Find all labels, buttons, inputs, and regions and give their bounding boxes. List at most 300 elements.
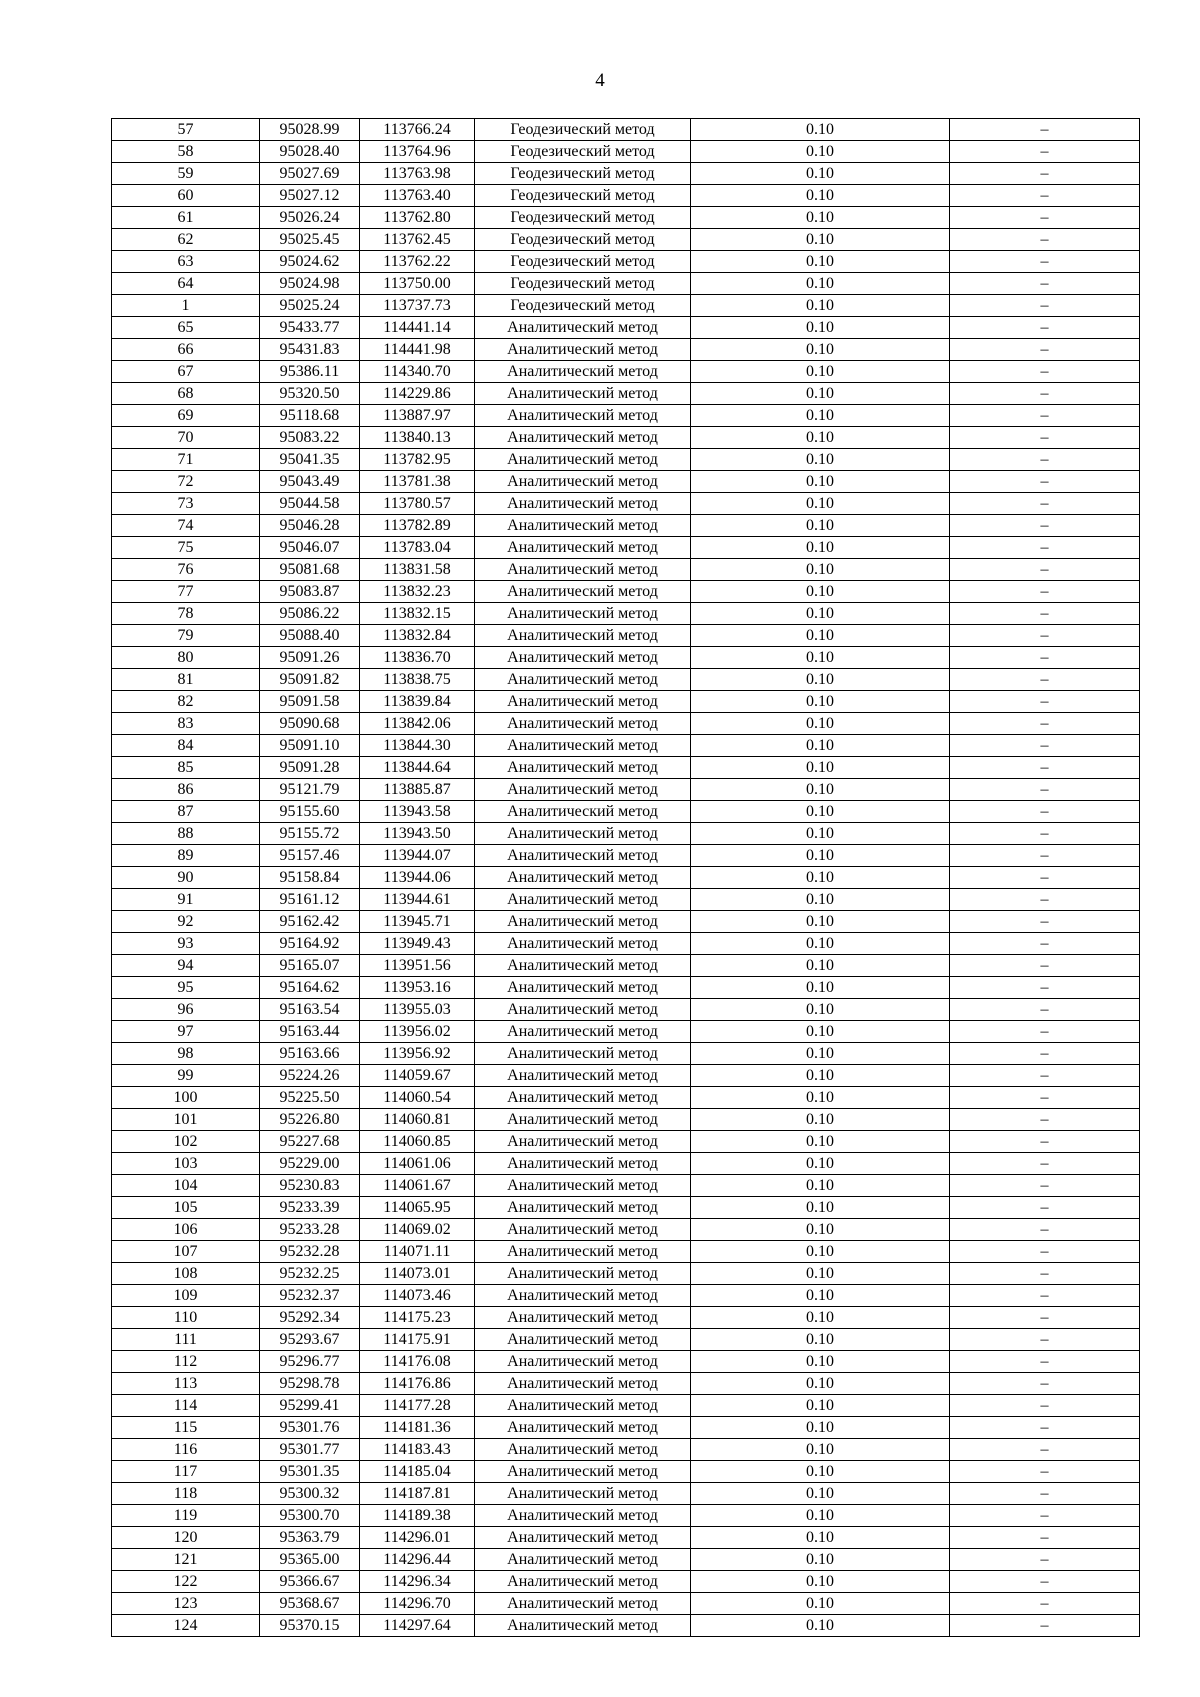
x-coordinate-cell: 95233.28	[260, 1219, 360, 1241]
table-row	[112, 1131, 1140, 1153]
remark-cell: –	[950, 1021, 1140, 1043]
method-cell: Аналитический метод	[475, 1417, 691, 1439]
point-number-cell: 123	[112, 1593, 260, 1615]
method-cell: Аналитический метод	[475, 1175, 691, 1197]
method-cell: Геодезический метод	[475, 163, 691, 185]
method-cell: Геодезический метод	[475, 251, 691, 273]
table-row	[112, 1087, 1140, 1109]
method-cell: Аналитический метод	[475, 493, 691, 515]
remark-cell: –	[950, 889, 1140, 911]
x-coordinate-cell: 95155.72	[260, 823, 360, 845]
point-number-cell: 71	[112, 449, 260, 471]
point-number-cell: 63	[112, 251, 260, 273]
accuracy-cell: 0.10	[691, 1483, 950, 1505]
x-coordinate-cell: 95046.28	[260, 515, 360, 537]
y-coordinate-cell: 113781.38	[360, 471, 475, 493]
x-coordinate-cell: 95366.67	[260, 1571, 360, 1593]
table-row	[112, 185, 1140, 207]
table-row	[112, 1549, 1140, 1571]
method-cell: Аналитический метод	[475, 779, 691, 801]
x-coordinate-cell: 95296.77	[260, 1351, 360, 1373]
accuracy-cell: 0.10	[691, 427, 950, 449]
remark-cell: –	[950, 823, 1140, 845]
point-number-cell: 87	[112, 801, 260, 823]
remark-cell: –	[950, 691, 1140, 713]
point-number-cell: 94	[112, 955, 260, 977]
table-row	[112, 339, 1140, 361]
remark-cell: –	[950, 559, 1140, 581]
table-row	[112, 1043, 1140, 1065]
point-number-cell: 68	[112, 383, 260, 405]
y-coordinate-cell: 113782.89	[360, 515, 475, 537]
remark-cell: –	[950, 603, 1140, 625]
y-coordinate-cell: 114296.34	[360, 1571, 475, 1593]
y-coordinate-cell: 114189.38	[360, 1505, 475, 1527]
y-coordinate-cell: 113763.40	[360, 185, 475, 207]
y-coordinate-cell: 114071.11	[360, 1241, 475, 1263]
method-cell: Аналитический метод	[475, 1615, 691, 1637]
coordinates-table-body	[112, 119, 1140, 1637]
method-cell: Аналитический метод	[475, 1219, 691, 1241]
table-row	[112, 273, 1140, 295]
method-cell: Геодезический метод	[475, 229, 691, 251]
point-number-cell: 95	[112, 977, 260, 999]
accuracy-cell: 0.10	[691, 1087, 950, 1109]
table-row	[112, 999, 1140, 1021]
y-coordinate-cell: 113832.15	[360, 603, 475, 625]
method-cell: Геодезический метод	[475, 273, 691, 295]
table-row	[112, 427, 1140, 449]
accuracy-cell: 0.10	[691, 713, 950, 735]
accuracy-cell: 0.10	[691, 141, 950, 163]
x-coordinate-cell: 95232.37	[260, 1285, 360, 1307]
y-coordinate-cell: 114059.67	[360, 1065, 475, 1087]
point-number-cell: 120	[112, 1527, 260, 1549]
remark-cell: –	[950, 757, 1140, 779]
table-row	[112, 1527, 1140, 1549]
y-coordinate-cell: 114073.46	[360, 1285, 475, 1307]
point-number-cell: 70	[112, 427, 260, 449]
method-cell: Аналитический метод	[475, 867, 691, 889]
accuracy-cell: 0.10	[691, 625, 950, 647]
table-row	[112, 933, 1140, 955]
accuracy-cell: 0.10	[691, 955, 950, 977]
point-number-cell: 59	[112, 163, 260, 185]
accuracy-cell: 0.10	[691, 757, 950, 779]
remark-cell: –	[950, 625, 1140, 647]
table-row	[112, 1065, 1140, 1087]
table-row	[112, 801, 1140, 823]
x-coordinate-cell: 95232.28	[260, 1241, 360, 1263]
remark-cell: –	[950, 845, 1140, 867]
point-number-cell: 76	[112, 559, 260, 581]
y-coordinate-cell: 113949.43	[360, 933, 475, 955]
remark-cell: –	[950, 779, 1140, 801]
x-coordinate-cell: 95091.82	[260, 669, 360, 691]
method-cell: Аналитический метод	[475, 471, 691, 493]
remark-cell: –	[950, 1351, 1140, 1373]
table-row	[112, 119, 1140, 141]
remark-cell: –	[950, 383, 1140, 405]
y-coordinate-cell: 113945.71	[360, 911, 475, 933]
method-cell: Аналитический метод	[475, 1373, 691, 1395]
table-row	[112, 1395, 1140, 1417]
table-row	[112, 1593, 1140, 1615]
method-cell: Аналитический метод	[475, 427, 691, 449]
accuracy-cell: 0.10	[691, 207, 950, 229]
table-row	[112, 669, 1140, 691]
table-row	[112, 1241, 1140, 1263]
remark-cell: –	[950, 1505, 1140, 1527]
table-row	[112, 1021, 1140, 1043]
x-coordinate-cell: 95158.84	[260, 867, 360, 889]
remark-cell: –	[950, 449, 1140, 471]
accuracy-cell: 0.10	[691, 977, 950, 999]
method-cell: Геодезический метод	[475, 119, 691, 141]
table-row	[112, 163, 1140, 185]
x-coordinate-cell: 95024.98	[260, 273, 360, 295]
point-number-cell: 119	[112, 1505, 260, 1527]
accuracy-cell: 0.10	[691, 317, 950, 339]
accuracy-cell: 0.10	[691, 889, 950, 911]
point-number-cell: 93	[112, 933, 260, 955]
accuracy-cell: 0.10	[691, 559, 950, 581]
accuracy-cell: 0.10	[691, 1153, 950, 1175]
x-coordinate-cell: 95229.00	[260, 1153, 360, 1175]
table-row	[112, 405, 1140, 427]
x-coordinate-cell: 95090.68	[260, 713, 360, 735]
point-number-cell: 89	[112, 845, 260, 867]
y-coordinate-cell: 113831.58	[360, 559, 475, 581]
point-number-cell: 73	[112, 493, 260, 515]
method-cell: Аналитический метод	[475, 713, 691, 735]
table-row	[112, 779, 1140, 801]
coordinates-table	[111, 118, 1140, 1637]
x-coordinate-cell: 95088.40	[260, 625, 360, 647]
accuracy-cell: 0.10	[691, 1263, 950, 1285]
y-coordinate-cell: 113766.24	[360, 119, 475, 141]
point-number-cell: 72	[112, 471, 260, 493]
table-row	[112, 647, 1140, 669]
method-cell: Аналитический метод	[475, 559, 691, 581]
point-number-cell: 96	[112, 999, 260, 1021]
accuracy-cell: 0.10	[691, 119, 950, 141]
x-coordinate-cell: 95230.83	[260, 1175, 360, 1197]
method-cell: Аналитический метод	[475, 999, 691, 1021]
y-coordinate-cell: 113956.02	[360, 1021, 475, 1043]
accuracy-cell: 0.10	[691, 449, 950, 471]
x-coordinate-cell: 95163.66	[260, 1043, 360, 1065]
y-coordinate-cell: 113832.84	[360, 625, 475, 647]
x-coordinate-cell: 95118.68	[260, 405, 360, 427]
accuracy-cell: 0.10	[691, 1219, 950, 1241]
x-coordinate-cell: 95081.68	[260, 559, 360, 581]
x-coordinate-cell: 95226.80	[260, 1109, 360, 1131]
x-coordinate-cell: 95233.39	[260, 1197, 360, 1219]
method-cell: Аналитический метод	[475, 361, 691, 383]
method-cell: Аналитический метод	[475, 1197, 691, 1219]
y-coordinate-cell: 114073.01	[360, 1263, 475, 1285]
x-coordinate-cell: 95161.12	[260, 889, 360, 911]
point-number-cell: 58	[112, 141, 260, 163]
remark-cell: –	[950, 999, 1140, 1021]
accuracy-cell: 0.10	[691, 361, 950, 383]
method-cell: Аналитический метод	[475, 1351, 691, 1373]
y-coordinate-cell: 114185.04	[360, 1461, 475, 1483]
remark-cell: –	[950, 185, 1140, 207]
y-coordinate-cell: 114060.85	[360, 1131, 475, 1153]
method-cell: Аналитический метод	[475, 1131, 691, 1153]
accuracy-cell: 0.10	[691, 911, 950, 933]
y-coordinate-cell: 114340.70	[360, 361, 475, 383]
table-row	[112, 867, 1140, 889]
method-cell: Аналитический метод	[475, 911, 691, 933]
accuracy-cell: 0.10	[691, 229, 950, 251]
y-coordinate-cell: 114296.44	[360, 1549, 475, 1571]
method-cell: Аналитический метод	[475, 933, 691, 955]
table-row	[112, 1307, 1140, 1329]
x-coordinate-cell: 95028.99	[260, 119, 360, 141]
x-coordinate-cell: 95224.26	[260, 1065, 360, 1087]
accuracy-cell: 0.10	[691, 185, 950, 207]
method-cell: Аналитический метод	[475, 1285, 691, 1307]
remark-cell: –	[950, 471, 1140, 493]
x-coordinate-cell: 95028.40	[260, 141, 360, 163]
y-coordinate-cell: 114175.91	[360, 1329, 475, 1351]
point-number-cell: 113	[112, 1373, 260, 1395]
x-coordinate-cell: 95363.79	[260, 1527, 360, 1549]
remark-cell: –	[950, 229, 1140, 251]
accuracy-cell: 0.10	[691, 1175, 950, 1197]
point-number-cell: 104	[112, 1175, 260, 1197]
x-coordinate-cell: 95164.92	[260, 933, 360, 955]
point-number-cell: 111	[112, 1329, 260, 1351]
remark-cell: –	[950, 163, 1140, 185]
table-row	[112, 823, 1140, 845]
remark-cell: –	[950, 537, 1140, 559]
point-number-cell: 85	[112, 757, 260, 779]
remark-cell: –	[950, 1571, 1140, 1593]
table-row	[112, 691, 1140, 713]
method-cell: Аналитический метод	[475, 405, 691, 427]
x-coordinate-cell: 95041.35	[260, 449, 360, 471]
method-cell: Аналитический метод	[475, 1065, 691, 1087]
remark-cell: –	[950, 801, 1140, 823]
table-row	[112, 515, 1140, 537]
table-row	[112, 1351, 1140, 1373]
point-number-cell: 80	[112, 647, 260, 669]
x-coordinate-cell: 95227.68	[260, 1131, 360, 1153]
point-number-cell: 65	[112, 317, 260, 339]
x-coordinate-cell: 95121.79	[260, 779, 360, 801]
accuracy-cell: 0.10	[691, 779, 950, 801]
remark-cell: –	[950, 1395, 1140, 1417]
x-coordinate-cell: 95299.41	[260, 1395, 360, 1417]
point-number-cell: 81	[112, 669, 260, 691]
y-coordinate-cell: 113783.04	[360, 537, 475, 559]
accuracy-cell: 0.10	[691, 493, 950, 515]
x-coordinate-cell: 95165.07	[260, 955, 360, 977]
remark-cell: –	[950, 515, 1140, 537]
point-number-cell: 90	[112, 867, 260, 889]
y-coordinate-cell: 113836.70	[360, 647, 475, 669]
y-coordinate-cell: 114296.01	[360, 1527, 475, 1549]
point-number-cell: 101	[112, 1109, 260, 1131]
table-row	[112, 713, 1140, 735]
method-cell: Аналитический метод	[475, 1241, 691, 1263]
x-coordinate-cell: 95025.45	[260, 229, 360, 251]
y-coordinate-cell: 114296.70	[360, 1593, 475, 1615]
y-coordinate-cell: 113943.58	[360, 801, 475, 823]
remark-cell: –	[950, 273, 1140, 295]
point-number-cell: 61	[112, 207, 260, 229]
remark-cell: –	[950, 405, 1140, 427]
table-row	[112, 845, 1140, 867]
x-coordinate-cell: 95433.77	[260, 317, 360, 339]
remark-cell: –	[950, 141, 1140, 163]
remark-cell: –	[950, 1373, 1140, 1395]
x-coordinate-cell: 95163.54	[260, 999, 360, 1021]
accuracy-cell: 0.10	[691, 647, 950, 669]
accuracy-cell: 0.10	[691, 1439, 950, 1461]
method-cell: Геодезический метод	[475, 295, 691, 317]
remark-cell: –	[950, 1461, 1140, 1483]
y-coordinate-cell: 114061.67	[360, 1175, 475, 1197]
accuracy-cell: 0.10	[691, 1593, 950, 1615]
remark-cell: –	[950, 1241, 1140, 1263]
y-coordinate-cell: 113750.00	[360, 273, 475, 295]
method-cell: Геодезический метод	[475, 141, 691, 163]
table-row	[112, 141, 1140, 163]
remark-cell: –	[950, 1307, 1140, 1329]
y-coordinate-cell: 113762.22	[360, 251, 475, 273]
point-number-cell: 75	[112, 537, 260, 559]
method-cell: Аналитический метод	[475, 1483, 691, 1505]
y-coordinate-cell: 114297.64	[360, 1615, 475, 1637]
accuracy-cell: 0.10	[691, 867, 950, 889]
x-coordinate-cell: 95043.49	[260, 471, 360, 493]
y-coordinate-cell: 113840.13	[360, 427, 475, 449]
accuracy-cell: 0.10	[691, 1065, 950, 1087]
remark-cell: –	[950, 1417, 1140, 1439]
x-coordinate-cell: 95157.46	[260, 845, 360, 867]
x-coordinate-cell: 95300.32	[260, 1483, 360, 1505]
remark-cell: –	[950, 647, 1140, 669]
remark-cell: –	[950, 339, 1140, 361]
y-coordinate-cell: 114069.02	[360, 1219, 475, 1241]
method-cell: Аналитический метод	[475, 955, 691, 977]
x-coordinate-cell: 95370.15	[260, 1615, 360, 1637]
accuracy-cell: 0.10	[691, 405, 950, 427]
point-number-cell: 77	[112, 581, 260, 603]
x-coordinate-cell: 95292.34	[260, 1307, 360, 1329]
accuracy-cell: 0.10	[691, 1615, 950, 1637]
table-row	[112, 977, 1140, 999]
y-coordinate-cell: 113944.06	[360, 867, 475, 889]
accuracy-cell: 0.10	[691, 581, 950, 603]
remark-cell: –	[950, 1109, 1140, 1131]
table-row	[112, 1571, 1140, 1593]
point-number-cell: 105	[112, 1197, 260, 1219]
table-row	[112, 317, 1140, 339]
method-cell: Аналитический метод	[475, 317, 691, 339]
x-coordinate-cell: 95298.78	[260, 1373, 360, 1395]
table-row	[112, 295, 1140, 317]
y-coordinate-cell: 114061.06	[360, 1153, 475, 1175]
accuracy-cell: 0.10	[691, 273, 950, 295]
table-row	[112, 471, 1140, 493]
remark-cell: –	[950, 251, 1140, 273]
method-cell: Аналитический метод	[475, 977, 691, 999]
accuracy-cell: 0.10	[691, 933, 950, 955]
accuracy-cell: 0.10	[691, 801, 950, 823]
method-cell: Аналитический метод	[475, 1593, 691, 1615]
remark-cell: –	[950, 911, 1140, 933]
y-coordinate-cell: 114183.43	[360, 1439, 475, 1461]
x-coordinate-cell: 95025.24	[260, 295, 360, 317]
point-number-cell: 60	[112, 185, 260, 207]
point-number-cell: 102	[112, 1131, 260, 1153]
x-coordinate-cell: 95091.58	[260, 691, 360, 713]
table-row	[112, 1483, 1140, 1505]
method-cell: Аналитический метод	[475, 1087, 691, 1109]
remark-cell: –	[950, 933, 1140, 955]
point-number-cell: 66	[112, 339, 260, 361]
table-row	[112, 1417, 1140, 1439]
table-row	[112, 889, 1140, 911]
accuracy-cell: 0.10	[691, 339, 950, 361]
remark-cell: –	[950, 1615, 1140, 1637]
remark-cell: –	[950, 977, 1140, 999]
accuracy-cell: 0.10	[691, 691, 950, 713]
accuracy-cell: 0.10	[691, 735, 950, 757]
table-row	[112, 1439, 1140, 1461]
table-row	[112, 955, 1140, 977]
remark-cell: –	[950, 1131, 1140, 1153]
table-row	[112, 1329, 1140, 1351]
table-row	[112, 911, 1140, 933]
y-coordinate-cell: 113763.98	[360, 163, 475, 185]
table-row	[112, 383, 1140, 405]
accuracy-cell: 0.10	[691, 1373, 950, 1395]
y-coordinate-cell: 113764.96	[360, 141, 475, 163]
method-cell: Аналитический метод	[475, 1329, 691, 1351]
y-coordinate-cell: 113956.92	[360, 1043, 475, 1065]
point-number-cell: 122	[112, 1571, 260, 1593]
x-coordinate-cell: 95365.00	[260, 1549, 360, 1571]
x-coordinate-cell: 95024.62	[260, 251, 360, 273]
remark-cell: –	[950, 1153, 1140, 1175]
accuracy-cell: 0.10	[691, 1505, 950, 1527]
accuracy-cell: 0.10	[691, 1395, 950, 1417]
table-row	[112, 735, 1140, 757]
y-coordinate-cell: 113955.03	[360, 999, 475, 1021]
remark-cell: –	[950, 669, 1140, 691]
x-coordinate-cell: 95091.26	[260, 647, 360, 669]
table-row	[112, 559, 1140, 581]
x-coordinate-cell: 95083.87	[260, 581, 360, 603]
method-cell: Аналитический метод	[475, 845, 691, 867]
point-number-cell: 64	[112, 273, 260, 295]
table-row	[112, 1505, 1140, 1527]
accuracy-cell: 0.10	[691, 471, 950, 493]
point-number-cell: 98	[112, 1043, 260, 1065]
y-coordinate-cell: 113839.84	[360, 691, 475, 713]
x-coordinate-cell: 95320.50	[260, 383, 360, 405]
y-coordinate-cell: 113737.73	[360, 295, 475, 317]
method-cell: Аналитический метод	[475, 1505, 691, 1527]
table-row	[112, 229, 1140, 251]
